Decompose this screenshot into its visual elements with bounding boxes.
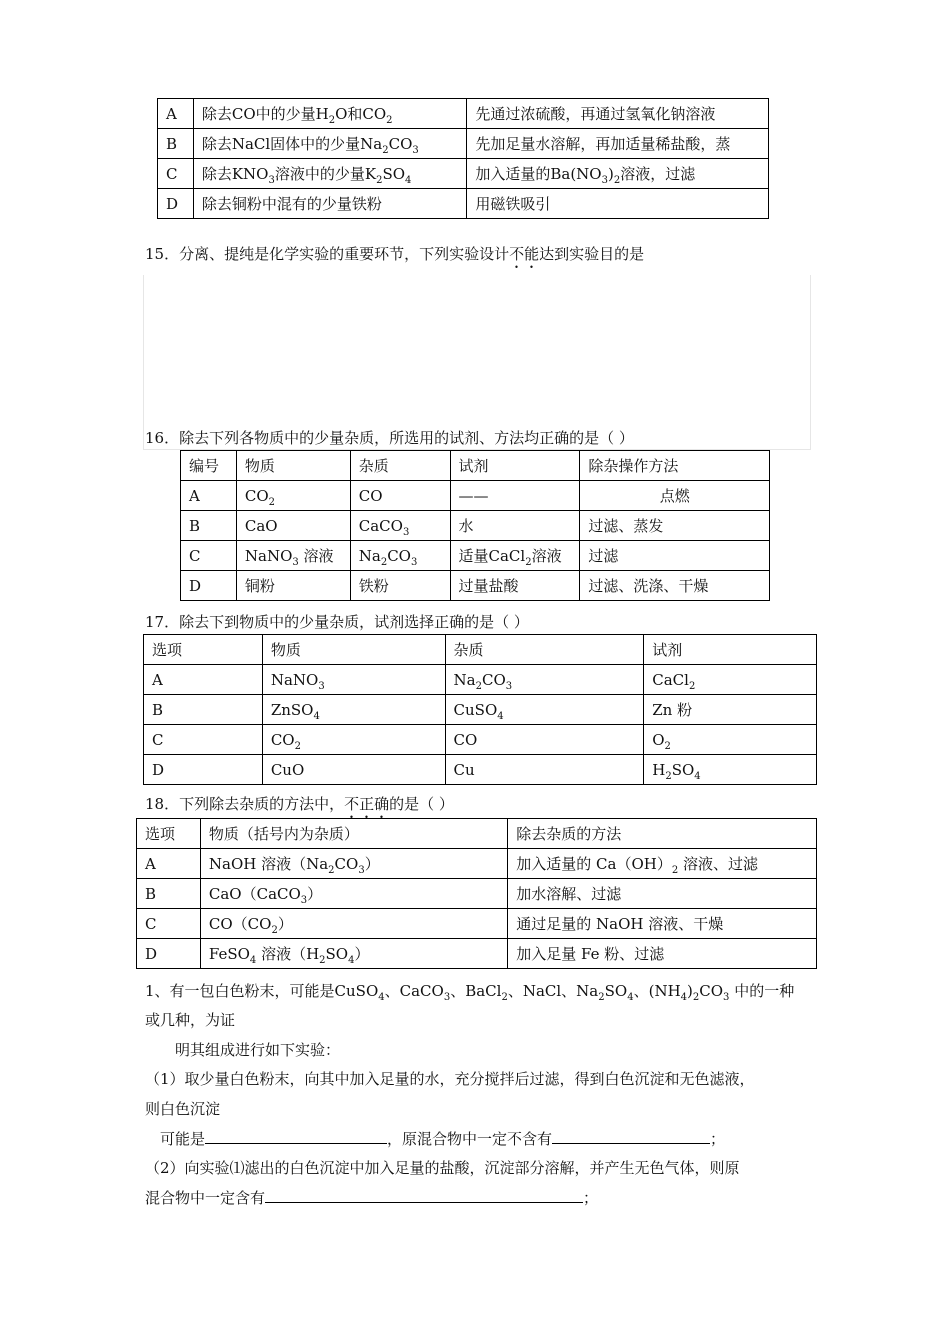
- header-cell: 杂质: [350, 451, 450, 481]
- table-cell: CO: [350, 481, 450, 511]
- item-cell: 除去铜粉中混有的少量铁粉: [193, 189, 467, 219]
- table-row: [144, 755, 817, 785]
- table-cell: $H_2SO_4$: [644, 755, 817, 785]
- table-row: [181, 571, 770, 601]
- table-cell: CaO: [236, 511, 350, 541]
- table-cell: NaNO$_3$: [262, 665, 445, 695]
- table-header: [181, 451, 770, 481]
- table-cell: 铁粉: [350, 571, 450, 601]
- table-cell: B: [144, 695, 263, 725]
- item-cell: 除去CO中的少量$H_2O$和$CO_2$: [193, 99, 467, 129]
- table-cell: C: [181, 541, 237, 571]
- table-cell: 加入足量 Fe 粉、过滤: [508, 939, 817, 969]
- answer-blank-1[interactable]: [205, 1129, 387, 1144]
- table-row: [137, 909, 817, 939]
- header-cell: 选项: [144, 635, 263, 665]
- table-header: [144, 635, 817, 665]
- answer-blank-2[interactable]: [552, 1129, 710, 1144]
- table-q16: [180, 450, 770, 601]
- table-cell: CaO（CaCO$_3$）: [200, 879, 507, 909]
- table-cell: ——: [450, 481, 580, 511]
- header-cell: 杂质: [445, 635, 644, 665]
- table-cell: $CO_2$: [262, 725, 445, 755]
- table-cell: ZnSO$_4$: [262, 695, 445, 725]
- option-cell: C: [158, 159, 194, 189]
- item-cell: 除去NaCl固体中的少量$Na_2CO_3$: [193, 129, 467, 159]
- table-cell: 过量盐酸: [450, 571, 580, 601]
- table-cell: CuO: [262, 755, 445, 785]
- table-row: [158, 159, 769, 189]
- table-row: [158, 129, 769, 159]
- p1-line2: 或几种，为证: [145, 1011, 236, 1029]
- answer-blank-3[interactable]: [265, 1188, 583, 1203]
- table-cell: CaCl$_2$: [644, 665, 817, 695]
- header-cell: 选项: [137, 819, 201, 849]
- option-cell: D: [158, 189, 194, 219]
- table-cell: 点燃: [580, 481, 770, 511]
- table-row: [137, 849, 817, 879]
- table-cell: NaOH 溶液$(Na_2CO_3)$: [200, 849, 507, 879]
- table-q17: [143, 634, 817, 785]
- table-cell: B: [137, 879, 201, 909]
- table-row: [158, 99, 769, 129]
- table-cell: 过滤、蒸发: [580, 511, 770, 541]
- p1-line7: （2）向实验⑴滤出的白色沉淀中加入足量的盐酸，沉淀部分溶解，并产生无色气体，则原: [145, 1159, 740, 1177]
- p1-line8: 混合物中一定含有 ；: [145, 1189, 599, 1207]
- table-row: [144, 695, 817, 725]
- table-cell: A: [181, 481, 237, 511]
- method-cell: 用磁铁吸引: [467, 189, 769, 219]
- header-cell: 物质（括号内为杂质）: [200, 819, 507, 849]
- missing-image-area: [143, 275, 811, 450]
- header-cell: 除杂操作方法: [580, 451, 770, 481]
- table-header: [137, 819, 817, 849]
- table-cell: 通过足量的 NaOH 溶液、干燥: [508, 909, 817, 939]
- method-cell: 先加足量水溶解，再加适量稀盐酸，蒸: [467, 129, 769, 159]
- table-cell: 水: [450, 511, 580, 541]
- header-cell: 物质: [236, 451, 350, 481]
- table-cell: CO: [445, 725, 644, 755]
- table-cell: Zn 粉: [644, 695, 817, 725]
- table-cell: 过滤、洗涤、干燥: [580, 571, 770, 601]
- table-cell: $CO_2$: [236, 481, 350, 511]
- table-cell: $O_2$: [644, 725, 817, 755]
- table-cell: 适量CaCl$_2$溶液: [450, 541, 580, 571]
- table-cell: A: [137, 849, 201, 879]
- p1-line6: 可能是 ，原混合物中一定不含有 ；: [160, 1130, 726, 1148]
- header-cell: 除去杂质的方法: [508, 819, 817, 849]
- table-q14: [157, 98, 769, 219]
- table-cell: 铜粉: [236, 571, 350, 601]
- item-cell: 除去$KNO_3$溶液中的少量$K_2SO_4$: [193, 159, 467, 189]
- table-cell: A: [144, 665, 263, 695]
- table-cell: Cu: [445, 755, 644, 785]
- table-cell: D: [137, 939, 201, 969]
- table-cell: NaNO$_3$ 溶液: [236, 541, 350, 571]
- table-row: [181, 511, 770, 541]
- question-15: 15．分离、提纯是化学实验的重要环节，下列实验设计不能达到实验目的是: [145, 245, 645, 263]
- table-cell: $Na_2CO_3$: [350, 541, 450, 571]
- table-row: [144, 725, 817, 755]
- table-cell: FeSO$_4$ 溶液$(H_2SO_4)$: [200, 939, 507, 969]
- table-cell: D: [181, 571, 237, 601]
- table-cell: 过滤: [580, 541, 770, 571]
- header-cell: 物质: [262, 635, 445, 665]
- table-row: [181, 541, 770, 571]
- table-row: [181, 481, 770, 511]
- p1-line5: 则白色沉淀: [145, 1100, 221, 1118]
- table-cell: B: [181, 511, 237, 541]
- table-row: [144, 665, 817, 695]
- table-row: [137, 939, 817, 969]
- question-18: 18．下列除去杂质的方法中，不正确的是（ ）: [145, 795, 454, 813]
- table-q18: [136, 818, 817, 969]
- header-cell: 试剂: [450, 451, 580, 481]
- p1-line3: 明其组成进行如下实验：: [175, 1041, 341, 1059]
- table-cell: D: [144, 755, 263, 785]
- table-row: [158, 189, 769, 219]
- option-cell: A: [158, 99, 194, 129]
- header-cell: 编号: [181, 451, 237, 481]
- table-cell: $CO(CO_2)$: [200, 909, 507, 939]
- p1-line1: 1、有一包白色粉末，可能是CuSO$_4$、CaCO$_3$、BaCl$_2$、NaCl、$Na_2SO_4$、$(NH_4)_2CO_3$ 中的一种: [145, 982, 795, 1003]
- p1-line4: （1）取少量白色粉末，向其中加入足量的水，充分搅拌后过滤，得到白色沉淀和无色滤液，: [145, 1070, 755, 1088]
- table-cell: 加水溶解、过滤: [508, 879, 817, 909]
- question-17: 17．除去下到物质中的少量杂质，试剂选择正确的是（ ）: [145, 613, 529, 631]
- table-cell: C: [137, 909, 201, 939]
- table-cell: $Na_2CO_3$: [445, 665, 644, 695]
- table-row: [137, 879, 817, 909]
- method-cell: 先通过浓硫酸，再通过氢氧化钠溶液: [467, 99, 769, 129]
- table-cell: 加入适量的 $Ca(OH)_2$ 溶液、过滤: [508, 849, 817, 879]
- question-16: 16．除去下列各物质中的少量杂质，所选用的试剂、方法均正确的是（ ）: [145, 429, 634, 447]
- option-cell: B: [158, 129, 194, 159]
- table-cell: CaCO$_3$: [350, 511, 450, 541]
- table-cell: CuSO$_4$: [445, 695, 644, 725]
- header-cell: 试剂: [644, 635, 817, 665]
- method-cell: 加入适量的$Ba(NO_3)_2$溶液，过滤: [467, 159, 769, 189]
- table-cell: C: [144, 725, 263, 755]
